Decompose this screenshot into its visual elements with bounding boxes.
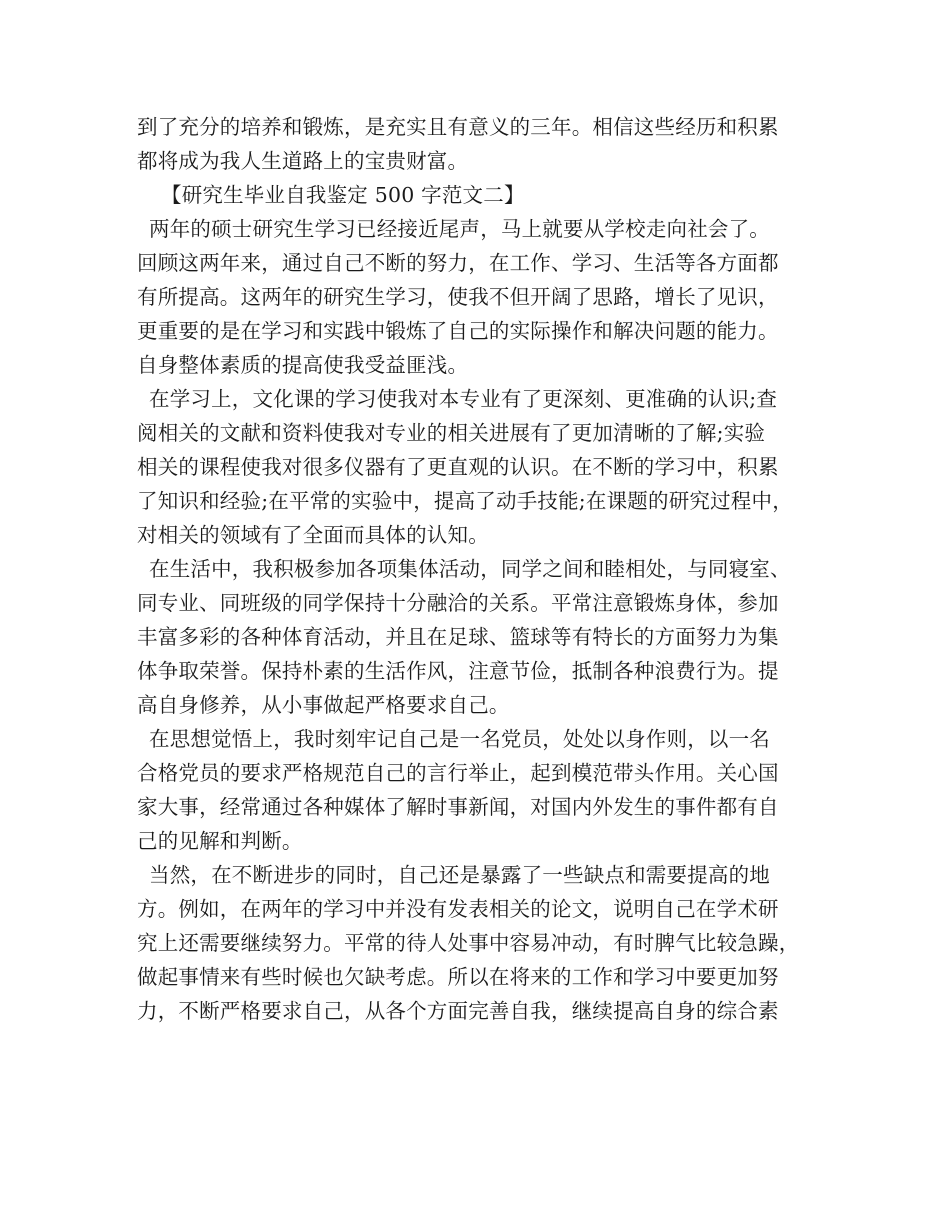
text-line: 方。例如，在两年的学习中并没有发表相关的论文，说明自己在学术研 [137,897,779,921]
text-line: 高自身修养，从小事做起严格要求自己。 [137,693,510,717]
text-line: 合格党员的要求严格规范自己的言行举止，起到模范带头作用。关心国 [137,761,779,785]
text-line: 做起事情来有些时候也欠缺考虑。所以在将来的工作和学习中要更加努 [137,965,779,989]
text-line: 力，不断严格要求自己，从各个方面完善自我，继续提高自身的综合素 [137,999,779,1023]
paragraph-start-line: 在思想觉悟上，我时刻牢记自己是一名党员，处处以身作则，以一名 [149,727,770,751]
text-line: 究上还需要继续努力。平常的待人处事中容易冲动，有时脾气比较急躁， [137,931,800,955]
text-line: 相关的课程使我对很多仪器有了更直观的认识。在不断的学习中，积累 [137,455,779,479]
text-line: 回顾这两年来，通过自己不断的努力，在工作、学习、生活等各方面都 [137,251,779,275]
text-line: 体争取荣誉。保持朴素的生活作风，注意节俭，抵制各种浪费行为。提 [137,659,779,683]
text-line: 都将成为我人生道路上的宝贵财富。 [137,149,469,173]
text-line: 有所提高。这两年的研究生学习，使我不但开阔了思路，增长了见识， [137,285,779,309]
text-line: 对相关的领域有了全面而具体的认知。 [137,523,489,547]
paragraph-start-line: 当然，在不断进步的同时，自己还是暴露了一些缺点和需要提高的地 [149,863,770,887]
section-heading: 【研究生毕业自我鉴定 500 字范文二】 [161,183,525,207]
text-line: 阅相关的文献和资料使我对专业的相关进展有了更加清晰的了解;实验 [137,421,766,445]
paragraph-start-line: 在生活中，我积极参加各项集体活动，同学之间和睦相处，与同寝室、 [149,557,791,581]
text-line: 同专业、同班级的同学保持十分融洽的关系。平常注意锻炼身体，参加 [137,591,779,615]
text-line: 丰富多彩的各种体育活动，并且在足球、篮球等有特长的方面努力为集 [137,625,779,649]
paragraph-start-line: 在学习上，文化课的学习使我对本专业有了更深刻、更准确的认识;查 [149,387,778,411]
text-line: 家大事，经常通过各种媒体了解时事新闻，对国内外发生的事件都有自 [137,795,779,819]
text-line: 己的见解和判断。 [137,829,303,853]
document-page [137,110,817,1028]
text-line: 自身整体素质的提高使我受益匪浅。 [137,353,469,377]
text-line: 更重要的是在学习和实践中锻炼了自己的实际操作和解决问题的能力。 [137,319,779,343]
paragraph-start-line: 两年的硕士研究生学习已经接近尾声，马上就要从学校走向社会了。 [149,217,770,241]
text-line: 了知识和经验;在平常的实验中，提高了动手技能;在课题的研究过程中， [137,489,793,513]
text-line: 到了充分的培养和锻炼，是充实且有意义的三年。相信这些经历和积累 [137,115,779,139]
